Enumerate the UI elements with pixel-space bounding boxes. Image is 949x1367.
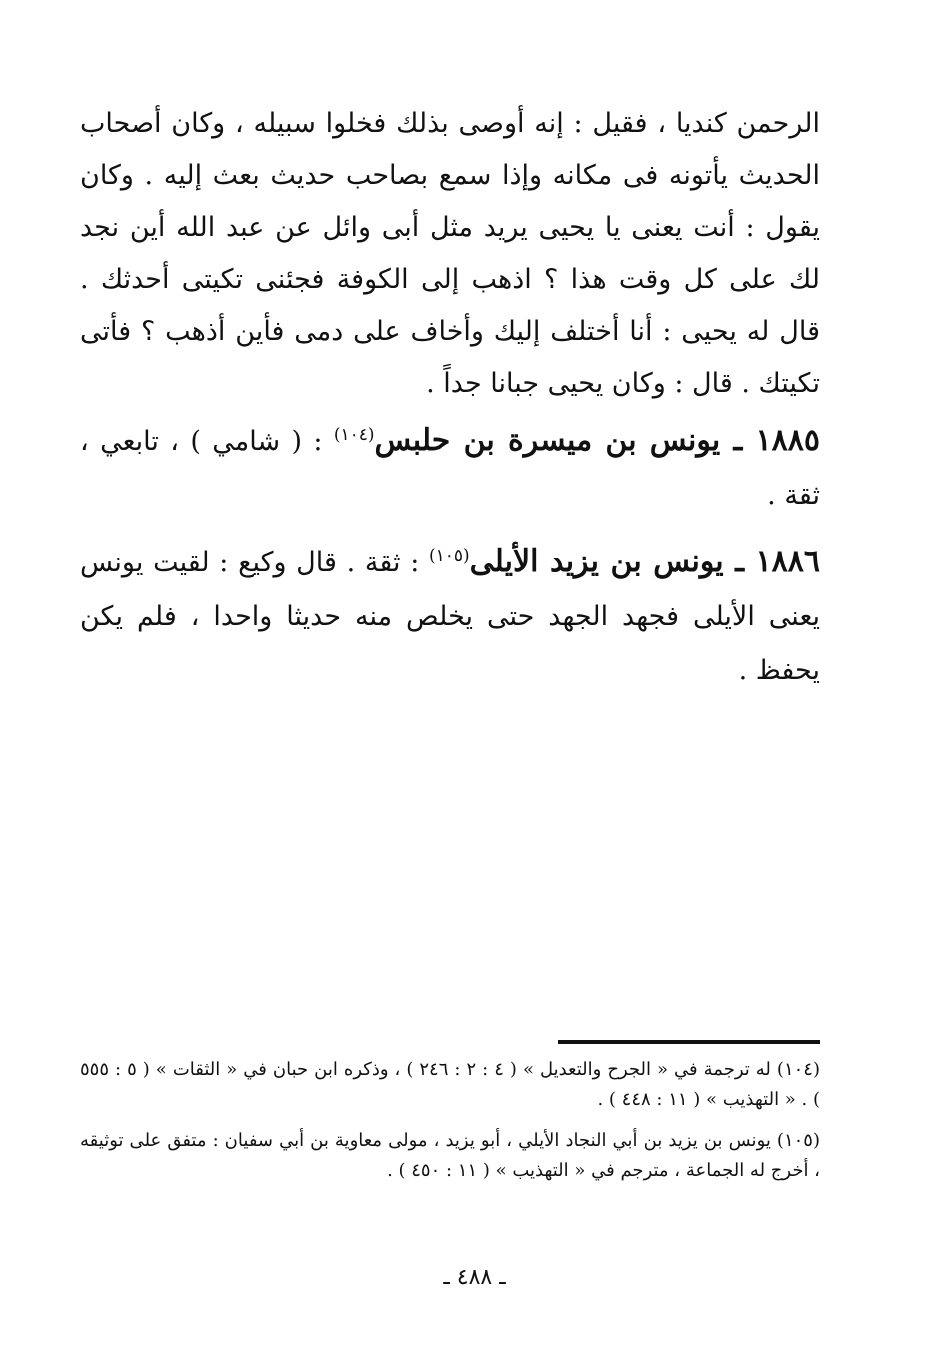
footnote-divider	[558, 1040, 820, 1044]
intro-paragraph: الرحمن كنديا ، فقيل : إنه أوصى بذلك فخلوا سبيله ، وكان أصحاب الحديث يأتونه فى مكانه وإذا سمع بصاحب حديث بعث إليه . وكان يقول : أنت يعنى يا يحيى يريد مثل أبى وائل عن عبد الله أين نجد لك على كل وقت هذا ؟ اذهب إلى الكوفة فجئنى تكيتى أحدثك . قال له يحيى : أنا أختلف إليك وأخاف على دمى فأين أذهب ؟ فأتى تكيتك . قال : وكان يحيى جبانا جداً .	[80, 108, 820, 399]
entry-1886-heading: ١٨٨٦ ـ يونس بن يزيد الأيلى	[469, 544, 820, 579]
entry-1885	[80, 414, 820, 523]
entry-1885-text: : ( شامي ) ، تابعي ، ثقة .	[80, 426, 820, 511]
page-number: ـ ٤٨٨ ـ	[443, 1265, 506, 1290]
footnote-ref-105: (١٠٥)	[428, 546, 470, 566]
entry-1886	[80, 535, 820, 698]
footnote-ref-104: (١٠٤)	[333, 425, 375, 445]
entry-1885-heading: ١٨٨٥ ـ يونس بن ميسرة بن حلبس	[374, 423, 820, 458]
footnote-105: (١٠٥) يونس بن يزيد بن أبي النجاد الأيلي ، أبو يزيد ، مولى معاوية بن أبي سفيان : متفق على توثيقه ، أخرج له الجماعة ، مترجم في « التهذيب » ( ١١ : ٤٥٠ ) .	[80, 1130, 820, 1181]
footnote-104: (١٠٤) له ترجمة في « الجرح والتعديل » ( ٤ : ٢ : ٢٤٦ ) ، وذكره ابن حبان في « الثقات » ( ٥ : ٥٥٥ ) . « التهذيب » ( ١١ : ٤٤٨ ) .	[80, 1059, 820, 1110]
entry-1886-text: : ثقة . قال وكيع : لقيت يونس يعنى الأيلى فجهد الجهد حتى يخلص منه حديثا واحدا ، فلم يكن يحفظ .	[80, 547, 820, 686]
